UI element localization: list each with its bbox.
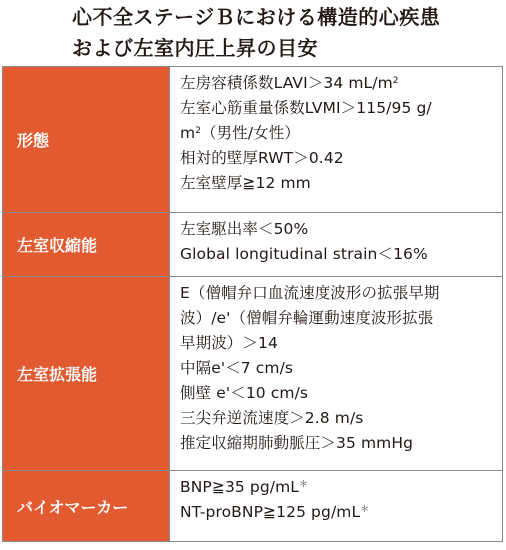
criterion-line	[180, 306, 496, 331]
criterion-text: 中隔e'＜7 cm/s	[180, 359, 294, 377]
criterion-line	[180, 406, 496, 431]
criterion-text: 左室心筋重量係数LVMI＞115/95 g/	[180, 99, 432, 117]
criterion-text: Global longitudinal strain＜16%	[180, 245, 428, 263]
row-header: 左室拡張能	[3, 277, 170, 470]
criterion-line	[180, 242, 496, 267]
criterion-line	[180, 71, 496, 96]
row-header: バイオマーカー	[3, 471, 170, 541]
row-content	[170, 213, 502, 276]
table-row-biomarker	[3, 471, 502, 541]
criterion-text: 相対的壁厚RWT＞0.42	[180, 149, 344, 167]
criterion-line	[180, 146, 496, 171]
criteria-table	[2, 66, 503, 542]
criterion-text: 波）/e'（僧帽弁輪運動速度波形拡張	[180, 309, 434, 327]
criterion-text: BNP≧35 pg/mL	[180, 478, 300, 496]
criterion-text: 早期波）＞14	[180, 334, 278, 352]
row-header: 左室収縮能	[3, 213, 170, 276]
criterion-text: 左室壁厚≧12 mm	[180, 174, 311, 192]
criterion-text: 推定収縮期肺動脈圧＞35 mmHg	[180, 434, 414, 452]
title-line-2: および左室内圧上昇の目安	[72, 36, 318, 60]
criterion-line	[180, 96, 496, 121]
table-row-diastolic-function	[3, 277, 502, 471]
criterion-text: 左房容積係数LAVI＞34 mL/m	[180, 74, 393, 92]
superscript: 2	[195, 126, 202, 136]
criterion-line	[180, 431, 496, 456]
superscript: 2	[392, 76, 399, 86]
criterion-text: 左室駆出率＜50%	[180, 220, 309, 238]
criterion-text: 三尖弁逆流速度＞2.8 m/s	[180, 409, 364, 427]
row-header: 形態	[3, 67, 170, 212]
criterion-text-tail: （男性/女性）	[201, 124, 300, 142]
criterion-text: E（僧帽弁口血流速度波形の拡張早期	[180, 284, 440, 302]
criterion-line	[180, 217, 496, 242]
criterion-line	[180, 500, 496, 525]
asterisk-mark: ＊	[360, 505, 370, 515]
criterion-line	[180, 281, 496, 306]
title-line-1: 心不全ステージＢにおける構造的心疾患	[72, 5, 441, 29]
table-row-systolic-function	[3, 213, 502, 277]
criterion-text: NT-proBNP≧125 pg/mL	[180, 503, 361, 521]
row-content	[170, 67, 502, 212]
criterion-line	[180, 381, 496, 406]
criterion-line	[180, 331, 496, 356]
asterisk-mark: ＊	[299, 480, 309, 490]
criterion-line	[180, 356, 496, 381]
criterion-line	[180, 171, 496, 196]
criterion-text: m	[180, 124, 196, 142]
criterion-line	[180, 475, 496, 500]
criterion-text: 側壁 e'＜10 cm/s	[180, 384, 309, 402]
row-content	[170, 277, 502, 470]
table-row-morphology	[3, 67, 502, 213]
criterion-line	[180, 121, 496, 146]
row-content	[170, 471, 502, 541]
